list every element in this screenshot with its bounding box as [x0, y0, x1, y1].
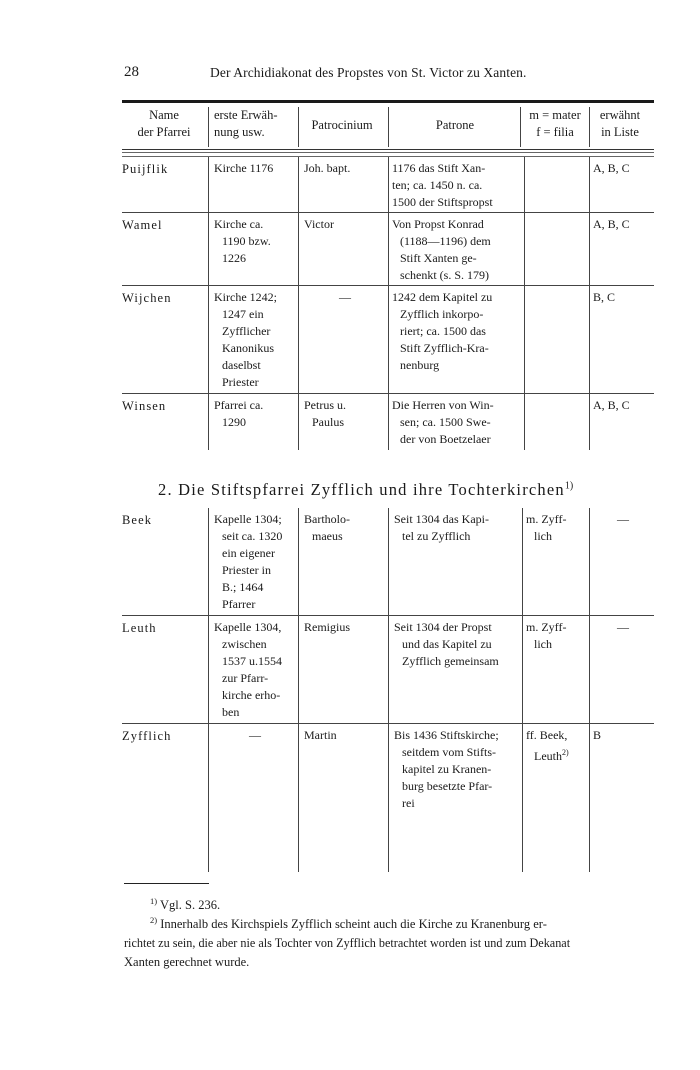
patrone [394, 619, 518, 670]
column-divider [522, 508, 523, 616]
patrocinium-line: Victor [304, 217, 334, 231]
section-title-text: 2. Die Stiftspfarrei Zyfflich und ihre Tochterkirchen [158, 480, 565, 499]
patrone-line: riert; ca. 1500 das [400, 324, 486, 338]
lists: A, B, C [593, 161, 630, 175]
column-divider [524, 157, 525, 213]
patrone [392, 397, 518, 448]
first-line: Priester [222, 375, 259, 389]
first-line: Pfarrer [222, 597, 256, 611]
patrocinium [304, 619, 386, 636]
column-divider [524, 213, 525, 286]
column-divider [388, 286, 389, 394]
patrone [394, 727, 518, 812]
column-divider [589, 616, 590, 724]
header-lists-line1: erwähnt [599, 108, 641, 122]
footnote-text: Vgl. S. 236. [160, 898, 221, 913]
patrone-line: seitdem vom Stifts- [402, 745, 496, 759]
table-row [122, 724, 654, 872]
header-first-mention [210, 107, 300, 141]
patrocinium [304, 511, 386, 545]
patrocinium-line: Joh. bapt. [304, 161, 351, 175]
patrocinium [304, 397, 386, 431]
column-divider [208, 157, 209, 213]
patrocinium [304, 727, 386, 744]
patrone-line: 1176 das Stift Xan- [392, 161, 486, 175]
first-line: Kanonikus [222, 341, 274, 355]
table-row [122, 616, 654, 724]
column-divider [589, 213, 590, 286]
header-lists-line2: in Liste [601, 125, 639, 139]
lists: A, B, C [593, 217, 630, 231]
parish-name: Puijflik [122, 162, 169, 176]
first-line: 1537 u.1554 [222, 654, 282, 668]
parish-name: Leuth [122, 621, 157, 635]
patrone-line: Bis 1436 Stiftskirche; [394, 728, 499, 742]
column-divider [298, 508, 299, 616]
first-mention [214, 289, 296, 391]
column-divider [388, 157, 389, 213]
column-divider [298, 157, 299, 213]
mf-text: Leuth [534, 749, 562, 763]
patrocinium [304, 289, 386, 306]
patrone-line: kapitel zu Kranen- [402, 762, 492, 776]
parish-table [122, 100, 654, 450]
first-line: Kirche ca. [214, 217, 264, 231]
patrone-line: Stift Zyfflich-Kra- [400, 341, 489, 355]
header-name-line1: Name [149, 108, 179, 122]
column-divider [208, 394, 209, 450]
column-divider [388, 616, 389, 724]
column-divider [298, 213, 299, 286]
patrone-line: (1188—1196) dem [400, 234, 491, 248]
first-line: Kapelle 1304, [214, 620, 282, 634]
patrone-line: Stift Xanten ge- [400, 251, 477, 265]
column-divider [589, 394, 590, 450]
patrone-line: nenburg [400, 358, 440, 372]
running-title: Der Archidiakonat des Propstes von St. Victor zu Xanten. [210, 65, 527, 80]
mf-line: m. Zyff- [526, 512, 567, 526]
header-patrone: Patrone [435, 118, 475, 132]
header-patrocinium: Patrocinium [311, 118, 373, 132]
first-line: ben [222, 705, 240, 719]
patrone-line: ten; ca. 1450 n. ca. [392, 178, 483, 192]
parish-name: Wijchen [122, 291, 172, 305]
mf-line: lich [534, 529, 552, 543]
patrone-line: Seit 1304 der Propst [394, 620, 492, 634]
mater-filia [526, 619, 588, 653]
first-line: Kapelle 1304; [214, 512, 282, 526]
column-divider [589, 286, 590, 394]
parish-name: Zyfflich [122, 729, 172, 743]
patrocinium-line: maeus [312, 529, 343, 543]
first-line: — [249, 728, 261, 742]
first-mention [214, 397, 296, 431]
patrone-line: Die Herren von Win- [392, 398, 494, 412]
first-mention [214, 511, 296, 613]
patrocinium-line: — [339, 290, 351, 304]
parish-name: Beek [122, 513, 153, 527]
patrocinium-line: Bartholo- [304, 512, 350, 526]
column-divider [524, 394, 525, 450]
patrone-line: 1500 der Stiftspropst [392, 195, 493, 209]
first-line: zwischen [222, 637, 267, 651]
footnote-text: Innerhalb des Kirchspiels Zyfflich scheint auch die Kirche zu Kranenburg er- [160, 917, 547, 932]
patrone-line: sen; ca. 1500 Swe- [400, 415, 491, 429]
lists: B, C [593, 290, 616, 304]
column-divider [388, 213, 389, 286]
first-line: 1226 [222, 251, 246, 265]
table-row [122, 213, 654, 286]
patrone-line: Von Propst Konrad [392, 217, 484, 231]
table-row [122, 157, 654, 213]
first-mention [214, 619, 296, 721]
mf-line [526, 744, 588, 765]
running-header [0, 64, 700, 86]
mater-filia [526, 511, 588, 545]
mater-filia [526, 727, 588, 765]
first-line: ein eigener [222, 546, 275, 560]
page-number: 28 [124, 64, 139, 80]
patrone [394, 511, 518, 545]
column-divider [208, 616, 209, 724]
first-mention [214, 216, 296, 267]
patrocinium [304, 160, 386, 177]
column-divider [298, 724, 299, 872]
lists: — [617, 620, 629, 634]
patrocinium [304, 216, 386, 233]
header-first-line2: nung usw. [214, 125, 265, 139]
first-line: seit ca. 1320 [222, 529, 283, 543]
column-divider [208, 508, 209, 616]
column-divider [589, 157, 590, 213]
patrone-line: schenkt (s. S. 179) [400, 268, 489, 282]
patrone-line: Zyfflich inkorpo- [400, 307, 484, 321]
column-divider [524, 286, 525, 394]
column-divider [208, 724, 209, 872]
column-divider [208, 286, 209, 394]
header-mf-line2: f = filia [536, 125, 574, 139]
column-divider [388, 724, 389, 872]
header-name-line2: der Pfarrei [137, 125, 191, 139]
patrone [392, 216, 518, 284]
patrone-line: Seit 1304 das Kapi- [394, 512, 489, 526]
first-line: 1190 bzw. [222, 234, 271, 248]
table-row [122, 286, 654, 394]
header-first-line1: erste Erwäh- [214, 108, 278, 122]
section-title [158, 480, 573, 500]
mf-line: m. Zyff- [526, 620, 567, 634]
parish-name: Wamel [122, 218, 163, 232]
table-row [122, 394, 654, 450]
patrone-line: Zyfflich gemeinsam [402, 654, 499, 668]
patrone-line: tel zu Zyfflich [402, 529, 471, 543]
first-mention [214, 160, 296, 177]
first-mention [214, 727, 296, 744]
patrone-line: und das Kapitel zu [402, 637, 492, 651]
patrocinium-line: Remigius [304, 620, 351, 634]
mf-line: lich [534, 637, 552, 651]
first-line: Kirche 1242; [214, 290, 277, 304]
header-lists [589, 107, 651, 141]
column-divider [589, 724, 590, 872]
first-line: Pfarrei ca. [214, 398, 264, 412]
patrone-line: rei [402, 796, 415, 810]
header-mater-filia [520, 107, 590, 141]
header-mf-line1: m = mater [529, 108, 581, 122]
table-header [122, 103, 654, 150]
first-line: 1247 ein [222, 307, 264, 321]
column-divider [298, 616, 299, 724]
parish-table-section2 [122, 508, 654, 872]
patrone-line: der von Boetzelaer [400, 432, 491, 446]
lists: B [593, 728, 602, 742]
patrone [392, 160, 518, 211]
patrocinium-line: Martin [304, 728, 337, 742]
column-divider [298, 394, 299, 450]
first-line: Priester in [222, 563, 271, 577]
first-line: daselbst [222, 358, 261, 372]
first-line: Kirche 1176 [214, 161, 274, 175]
first-line: 1290 [222, 415, 246, 429]
section-title-footnote-mark: 1) [564, 480, 574, 492]
column-divider [589, 508, 590, 616]
lists: A, B, C [593, 398, 630, 412]
header-name [122, 107, 206, 141]
footnote-rule [124, 883, 209, 884]
first-line: kirche erho- [222, 688, 281, 702]
patrocinium-line: Petrus u. [304, 398, 346, 412]
footnote-line [124, 911, 654, 934]
column-divider [208, 213, 209, 286]
first-line: Zyfflicher [222, 324, 271, 338]
footnote-mark: 1) [150, 896, 158, 906]
column-divider [522, 616, 523, 724]
footnote-2 [124, 911, 654, 972]
table-row [122, 508, 654, 616]
column-divider [208, 107, 209, 147]
mf-line: ff. Beek, [526, 728, 568, 742]
patrone [392, 289, 518, 374]
patrocinium-line: Paulus [312, 415, 345, 429]
column-divider [298, 286, 299, 394]
column-divider [388, 394, 389, 450]
lists: — [617, 512, 629, 526]
footnote-mark: 2) [150, 915, 158, 925]
parish-name: Winsen [122, 399, 167, 413]
column-divider [388, 508, 389, 616]
patrone-line: 1242 dem Kapitel zu [392, 290, 493, 304]
footnote-line: richtet zu sein, die aber nie als Tochter von Zyfflich betrachtet worden ist und zum Dekanat [124, 936, 571, 951]
patrone-line: burg besetzte Pfar- [402, 779, 493, 793]
footnote-line: Xanten gerechnet wurde. [124, 955, 250, 970]
first-line: zur Pfarr- [222, 671, 269, 685]
column-divider [522, 724, 523, 872]
first-line: B.; 1464 [222, 580, 264, 594]
footnote-mark: 2) [562, 748, 569, 757]
